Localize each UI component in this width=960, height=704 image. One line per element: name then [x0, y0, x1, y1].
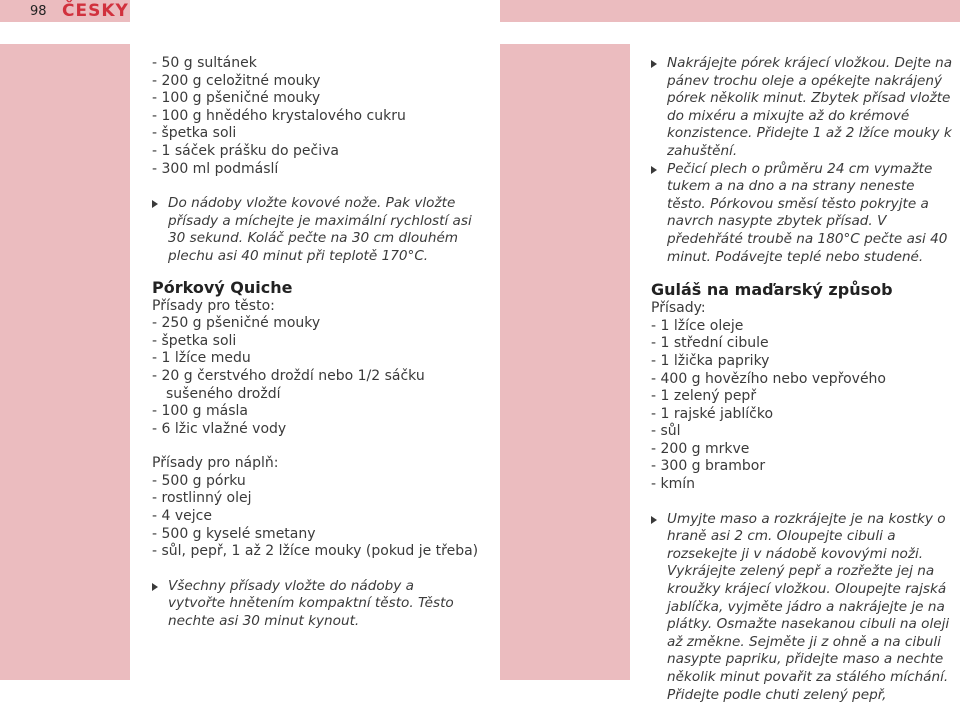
step-text: Umyjte maso a rozkrájejte je na kostky o hraně asi 2 cm. Oloupejte cibuli a rozsekejte ji v nádobě kovovými noži. Vykrájejte zelený pepř a rozřežte jej na kroužky krájecí vložkou. Oloupejte rajská jablíčka, vyjměte jádro a nakrájejte je na plátky. Osmažte nasekanou cibuli na oleji až změkne. Sejměte ji z ohně a na cibuli nasypte papriku, přidejte maso a nechte několik minut povařit za stálého míchání. Přidejte podle chuti zelený pepř, [667, 510, 950, 703]
ingredient-list-top [152, 55, 492, 178]
list-item: - 300 g brambor [651, 458, 766, 475]
instruction-step [651, 55, 956, 161]
dough-list [152, 315, 492, 438]
list-item: - 100 g pšeničné mouky [152, 90, 321, 107]
left-column [152, 55, 492, 631]
list-item: - 4 vejce [152, 508, 212, 525]
bullet-triangle-icon [152, 583, 158, 591]
list-item: - 1 střední cibule [651, 335, 769, 352]
section-label: Přísady pro náplň: [152, 455, 279, 472]
step-text: Nakrájejte pórek krájecí vložkou. Dejte na pánev trochu oleje a opékejte nakrájený pórek několik minut. Zbytek přísad vložte do mixéru a mixujte až do krémové konzistence. Přidejte 1 až 2 lžíce mouky k zahuštění. [667, 55, 953, 159]
list-item: - 100 g másla [152, 403, 248, 420]
bullet-triangle-icon [651, 166, 657, 174]
list-item: - špetka soli [152, 125, 237, 142]
list-item: - 250 g pšeničné mouky [152, 315, 321, 332]
list-item: - 200 g celožitné mouky [152, 72, 321, 89]
list-item: - 200 g mrkve [651, 440, 750, 457]
bullet-triangle-icon [651, 516, 657, 524]
section-label: Přísady pro těsto: [152, 297, 275, 314]
instruction-step [152, 578, 468, 631]
step-text: Do nádoby vložte kovové nože. Pak vložte přísady a míchejte je maximální rychlostí asi 30 sekund. Koláč pečte na 30 cm dlouhém plechu asi 40 minut při teplotě 170°C. [168, 195, 472, 264]
page-number: 98 [30, 4, 47, 19]
list-item: - 500 g pórku [152, 472, 246, 489]
list-item: - 1 lžíce oleje [651, 317, 744, 334]
list-item: - 6 lžic vlažné vody [152, 420, 287, 437]
list-item: - 20 g čerstvého droždí nebo 1/2 sáčku sušeného droždí [152, 367, 425, 402]
section-label: Přísady: [651, 300, 706, 317]
list-item: - rostlinný olej [152, 490, 252, 507]
bullet-triangle-icon [651, 60, 657, 68]
right-column [651, 55, 956, 704]
instruction-step [651, 161, 956, 267]
list-item: - 50 g sultánek [152, 55, 257, 71]
language-heading: ČESKY [62, 1, 129, 21]
step-text: Pečicí plech o průměru 24 cm vymažte tukem a na dno a na strany neneste těsto. Pórkovou směsí těsto pokryjte a navrch nasypte zbytek přísad. V předehřáté troubě na 180°C pečte asi 40 minut. Podávejte teplé nebo studené. [667, 160, 948, 265]
header-strip-gap [130, 0, 500, 22]
list-item: - sůl [651, 423, 681, 440]
instruction-step [152, 195, 492, 265]
list-item: - 1 sáček prášku do pečiva [152, 142, 339, 159]
list-item: - 100 g hnědého krystalového cukru [152, 107, 406, 124]
list-item: - 1 lžička papriky [651, 352, 770, 369]
list-item: - 1 lžíce medu [152, 350, 251, 367]
list-item: - kmín [651, 476, 696, 493]
list-item: - 500 g kyselé smetany [152, 525, 316, 542]
recipe-title: Pórkový Quiche [152, 277, 293, 297]
list-item: - sůl, pepř, 1 až 2 lžíce mouky (pokud je třeba) [152, 543, 479, 560]
instruction-step [651, 511, 956, 704]
list-item: - 1 zelený pepř [651, 388, 757, 405]
step-text: Všechny přísady vložte do nádoby a vytvořte hnětením kompaktní těsto. Těsto nechte asi 30 minut kynout. [168, 577, 454, 630]
left-margin-band [0, 44, 130, 680]
middle-gutter-band [500, 44, 630, 680]
list-item: - 1 rajské jablíčko [651, 405, 774, 422]
goulash-list [651, 318, 956, 494]
recipe-title: Guláš na maďarský způsob [651, 280, 893, 300]
filling-list [152, 473, 492, 561]
list-item: - 400 g hovězího nebo vepřového [651, 370, 886, 387]
list-item: - špetka soli [152, 332, 237, 349]
list-item: - 300 ml podmáslí [152, 160, 279, 177]
bullet-triangle-icon [152, 200, 158, 208]
